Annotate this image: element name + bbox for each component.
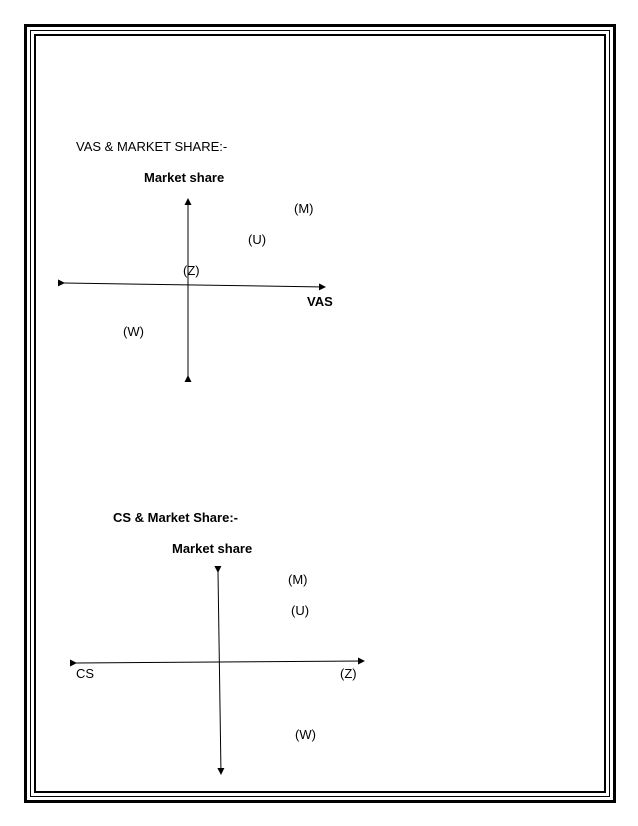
diagram-1-point-z: (Z)	[183, 263, 200, 278]
diagram-1-point-u: (U)	[248, 232, 267, 247]
diagram-2-axes	[76, 572, 364, 774]
diagram-1-point-m: (M)	[294, 201, 314, 216]
diagram-2-point-m: (M)	[288, 572, 308, 587]
diagram-1-point-w: (W)	[123, 324, 144, 339]
section-1-heading: VAS & MARKET SHARE:-	[76, 139, 228, 154]
diagram-1-x-axis	[64, 283, 325, 287]
diagram-2-y-axis	[218, 572, 221, 774]
diagram-2-y-axis-label: Market share	[172, 541, 253, 556]
diagram-2-point-w: (W)	[295, 727, 316, 742]
diagram-1-axes	[64, 199, 325, 376]
diagram-2-point-u: (U)	[291, 603, 310, 618]
diagram-2-x-axis-label: CS	[76, 666, 95, 681]
diagram-1-y-axis-label: Market share	[144, 170, 225, 185]
diagram-1-x-axis-label: VAS	[307, 294, 333, 309]
section-2-heading: CS & Market Share:-	[113, 510, 238, 525]
diagram-2-x-axis	[76, 661, 364, 663]
diagram-2-point-z: (Z)	[340, 666, 357, 681]
